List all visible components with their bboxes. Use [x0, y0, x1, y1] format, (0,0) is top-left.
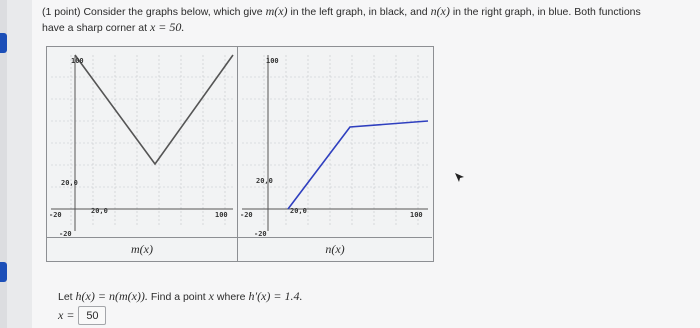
question-ask-2: where — [216, 291, 246, 303]
right-graph-cell — [238, 47, 432, 237]
h-definition: h(x) = n(m(x)). — [75, 289, 148, 303]
mouse-cursor-icon — [455, 173, 465, 183]
tick-label: -20 — [254, 230, 267, 237]
tick-label: -20 — [240, 211, 253, 219]
m-curve — [75, 55, 233, 164]
problem-statement — [42, 4, 682, 36]
tick-label: 20,0 — [256, 177, 273, 185]
points-label: (1 point) — [42, 6, 81, 18]
intro-text: Consider the graphs below, which give — [83, 6, 263, 18]
left-graph-cell — [47, 47, 238, 237]
sidebar-tab[interactable] — [0, 33, 7, 53]
tick-label: 100 — [215, 211, 228, 219]
m-symbol: m(x) — [265, 4, 288, 18]
intro-text-4: have a sharp corner at — [42, 22, 148, 34]
tick-label: 100 — [410, 211, 423, 219]
answer-label: x = — [58, 308, 75, 322]
answer-value: 50 — [86, 309, 99, 322]
answer-row — [58, 306, 106, 325]
question-prefix: Let — [58, 291, 73, 303]
n-symbol: n(x) — [430, 4, 450, 18]
tick-label: 100 — [71, 57, 84, 65]
question-ask: Find a point — [150, 291, 206, 303]
left-graph-caption: m(x) — [131, 242, 153, 256]
tick-label: -20 — [59, 230, 72, 237]
tick-label: 20,0 — [290, 207, 307, 215]
left-caption-cell — [47, 237, 238, 262]
right-caption-cell — [238, 237, 432, 262]
tick-label: 20,0 — [91, 207, 108, 215]
sidebar-tab[interactable] — [0, 262, 7, 282]
sidebar-strip — [0, 0, 7, 328]
left-graph — [47, 47, 237, 237]
corner-value: x = 50. — [149, 20, 185, 34]
problem-card — [32, 0, 700, 328]
h-prime-condition: h′(x) = 1.4. — [248, 289, 303, 303]
intro-text-3: in the right graph, in blue. Both functions — [452, 6, 641, 18]
intro-text-2: in the left graph, in black, and — [290, 6, 428, 18]
right-graph — [238, 47, 432, 237]
tick-label: -20 — [49, 211, 62, 219]
tick-label: 100 — [266, 57, 279, 65]
tick-label: 20,0 — [61, 179, 78, 187]
question-text — [58, 289, 302, 304]
x-variable: x — [208, 289, 214, 303]
graphs-table — [46, 46, 434, 262]
answer-input[interactable] — [78, 306, 106, 325]
right-graph-caption: n(x) — [325, 242, 345, 256]
